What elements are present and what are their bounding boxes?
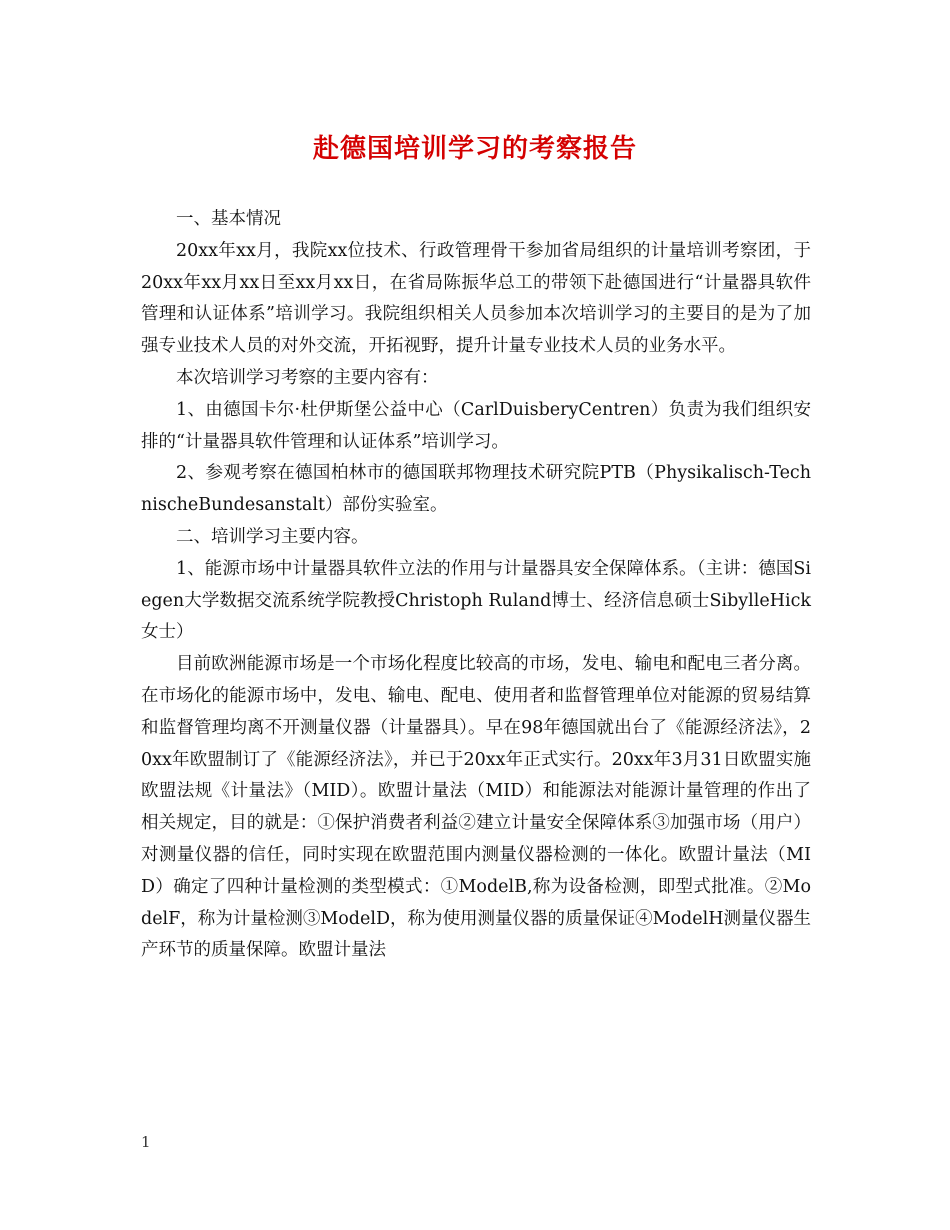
paragraph-overview: 20xx年xx月，我院xx位技术、行政管理骨干参加省局组织的计量培训考察团，于20xx年xx月xx日至xx月xx日，在省局陈振华总工的带领下赴德国进行“计量器具软件管理和认证体系”培训学习。我院组织相关人员参加本次培训学习的主要目的是为了加强专业技术人员的对外交流，开拓视野，提升计量专业技术人员的业务水平。: [141, 240, 811, 357]
section-heading-basic-info: 一、基本情况: [176, 209, 281, 229]
section-heading-training-content: 二、培训学习主要内容。: [176, 526, 369, 547]
document-title: 赴德国培训学习的考察报告: [312, 134, 637, 164]
paragraph-energy-market: 目前欧洲能源市场是一个市场化程度比较高的市场，发电、输电和配电三者分离。在市场化的能源市场中，发电、输电、配电、使用者和监督管理单位对能源的贸易结算和监督管理均离不开测量仪器（计量器具）。早在98年德国就出台了《能源经济法》，20xx年欧盟制订了《能源经济法》，并已于20xx年正式实行。20xx年3月31日欧盟实施欧盟法规《计量法》（MID）。欧盟计量法（MID）和能源法对能源计量管理的作出了相关规定，目的就是：①保护消费者利益②建立计量安全保障体系③加强市场（用户）对测量仪器的信任，同时实现在欧盟范围内测量仪器检测的一体化。欧盟计量法（MID）确定了四种计量检测的类型模式：①ModelB,称为设备检测，即型式批准。②ModelF，称为计量检测③ModelD，称为使用测量仪器的质量保证④ModelH测量仪器生产环节的质量保障。欧盟计量法: [141, 654, 811, 961]
document-body: [141, 204, 811, 967]
list-item-1: 1、由德国卡尔·杜伊斯堡公益中心（CarlDuisberyCentren）负责为我们组织安排的“计量器具软件管理和认证体系”培训学习。: [141, 399, 811, 452]
page-number: 1: [141, 1133, 151, 1151]
paragraph-topic-1: 1、能源市场中计量器具软件立法的作用与计量器具安全保障体系。（主讲：德国Siegen大学数据交流系统学院教授Christoph Ruland博士、经济信息硕士SibylleHick女士）: [141, 558, 811, 643]
paragraph-main-content-intro: 本次培训学习考察的主要内容有：: [176, 367, 439, 388]
list-item-2: 2、参观考察在德国柏林市的德国联邦物理技术研究院PTB（Physikalisch-TechnischeBundesanstalt）部份实验室。: [141, 463, 811, 516]
